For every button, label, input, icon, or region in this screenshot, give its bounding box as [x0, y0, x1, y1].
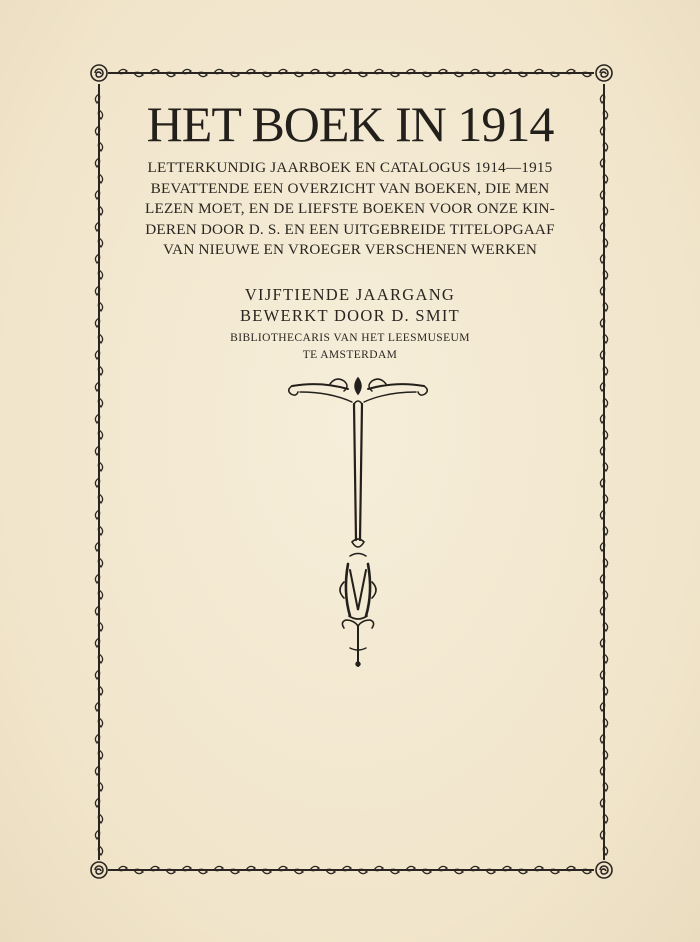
page-title: HET BOEK IN 1914 — [146, 96, 554, 152]
librarian-line: BIBLIOTHECARIS VAN HET LEESMUSEUM — [230, 332, 470, 344]
description-line: DEREN DOOR D. S. EN EEN UITGEBREIDE TITELOPGAAF — [145, 220, 555, 238]
edition-line: VIJFTIENDE JAARGANG — [244, 285, 456, 304]
description-line: LEZEN MOET, EN DE LIEFSTE BOEKEN VOOR ONZE KIN- — [145, 200, 555, 217]
description-line: BEVATTENDE EEN OVERZICHT VAN BOEKEN, DIE MEN — [150, 179, 550, 197]
description-line: LETTERKUNDIG JAARBOEK EN CATALOGUS 1914—1915 — [147, 159, 553, 176]
description-line: VAN NIEUWE EN VROEGER VERSCHENEN WERKEN — [162, 241, 538, 258]
editor-line: BEWERKT DOOR D. SMIT — [239, 306, 461, 325]
city-line: TE AMSTERDAM — [302, 348, 398, 361]
